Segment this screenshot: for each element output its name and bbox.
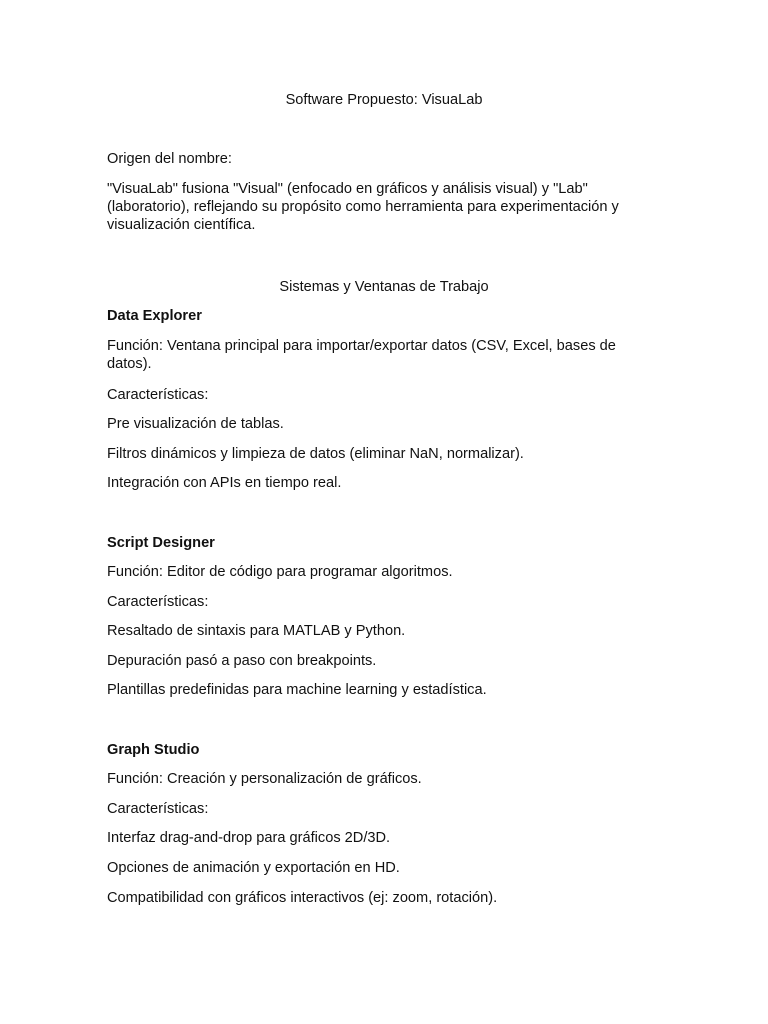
features-label: Características:	[107, 594, 209, 610]
feature-item: Resaltado de sintaxis para MATLAB y Python.	[107, 623, 406, 639]
features-label: Características:	[107, 387, 209, 403]
feature-item: Depuración pasó a paso con breakpoints.	[107, 653, 377, 669]
section-heading-script-designer: Script Designer	[107, 535, 215, 551]
section-function: Función: Editor de código para programar algoritmos.	[107, 564, 453, 580]
document-title: Software Propuesto: VisuaLab	[285, 92, 483, 108]
feature-item: Compatibilidad con gráficos interactivos (ej: zoom, rotación).	[107, 890, 498, 906]
origin-label: Origen del nombre:	[107, 151, 232, 167]
feature-item: Plantillas predefinidas para machine learning y estadística.	[107, 682, 487, 698]
feature-item: Opciones de animación y exportación en HD.	[107, 860, 400, 876]
feature-item: Integración con APIs en tiempo real.	[107, 475, 342, 491]
origin-text: "VisuaLab" fusiona "Visual" (enfocado en gráficos y análisis visual) y "Lab" (laboratorio), reflejando su propósito como herramienta para experimentación y visualización científica.	[107, 181, 619, 233]
section-function: Función: Creación y personalización de gráficos.	[107, 771, 422, 787]
section-heading-graph-studio: Graph Studio	[107, 742, 200, 758]
features-label: Características:	[107, 801, 209, 817]
feature-item: Pre visualización de tablas.	[107, 416, 284, 432]
section-function: Función: Ventana principal para importar/exportar datos (CSV, Excel, bases de datos).	[107, 338, 616, 372]
section-heading-data-explorer: Data Explorer	[107, 308, 202, 324]
feature-item: Filtros dinámicos y limpieza de datos (eliminar NaN, normalizar).	[107, 446, 524, 462]
systems-heading: Sistemas y Ventanas de Trabajo	[279, 279, 489, 295]
feature-item: Interfaz drag-and-drop para gráficos 2D/3D.	[107, 830, 391, 846]
